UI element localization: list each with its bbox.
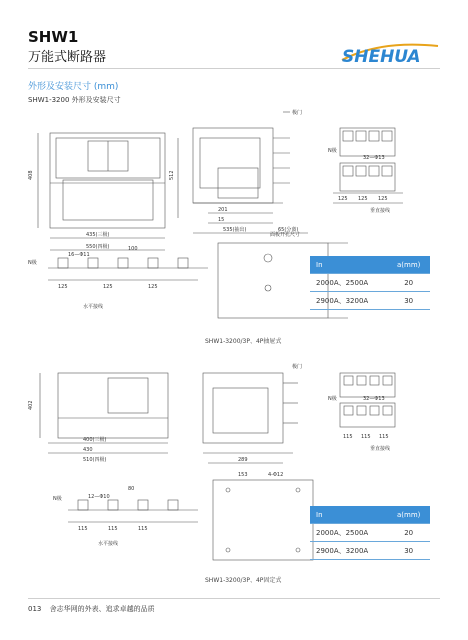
svg-text:115: 115 (108, 526, 118, 532)
drawing-caption: SHW1-3200 外形及安装尺寸 (28, 96, 121, 104)
svg-text:125: 125 (58, 284, 68, 290)
side-view-body (193, 128, 273, 203)
svg-text:4-Φ12: 4-Φ12 (268, 472, 284, 478)
footer-divider (28, 598, 440, 599)
svg-text:N极: N极 (53, 496, 62, 502)
svg-text:125: 125 (378, 196, 388, 202)
rating-table-bottom: In a(mm) 2000A、2500A 20 2900A、3200A 30 (310, 506, 430, 560)
drawing-fixed-views (28, 358, 440, 468)
footer-slogan: 舍志华网的外表、追求卓越的品质 (49, 605, 155, 613)
svg-text:435(三极): 435(三极) (86, 232, 110, 238)
figure-caption-drawout: SHW1-3200/3P、4P抽屉式 (205, 338, 282, 345)
section-title: 外形及安装尺寸 (mm) (28, 82, 119, 92)
svg-text:125: 125 (358, 196, 368, 202)
figure-caption-fixed: SHW1-3200/3P、4P固定式 (205, 577, 282, 584)
svg-text:115: 115 (138, 526, 148, 532)
svg-text:550(四极): 550(四极) (86, 244, 110, 250)
svg-text:N极: N极 (28, 260, 37, 266)
svg-text:125: 125 (338, 196, 348, 202)
svg-text:408: 408 (28, 170, 34, 180)
front-view-body (50, 133, 165, 228)
svg-text:400(三极): 400(三极) (83, 437, 107, 443)
svg-text:水平接线: 水平接线 (98, 541, 119, 547)
svg-text:535(抽出): 535(抽出) (223, 227, 247, 233)
svg-text:垂直接线: 垂直接线 (370, 208, 391, 214)
svg-text:16—Φ11: 16—Φ11 (68, 252, 90, 258)
terminal-block-top (340, 128, 395, 156)
svg-text:153: 153 (238, 472, 248, 478)
svg-text:125: 125 (103, 284, 113, 290)
rating-table-top: In a(mm) 2000A、2500A 20 2900A、3200A 30 (310, 256, 430, 310)
product-name: 万能式断路器 (28, 50, 107, 65)
svg-text:512: 512 (169, 170, 175, 180)
brand-wordmark: SHEHUA (342, 47, 421, 66)
svg-text:面板开孔尺寸: 面板开孔尺寸 (270, 232, 301, 238)
svg-text:12—Φ10: 12—Φ10 (88, 494, 110, 500)
fixed-front-body (58, 373, 168, 438)
header-divider (28, 68, 440, 69)
svg-text:N极: N极 (328, 148, 337, 154)
page-model-title: SHW1 (28, 28, 79, 46)
footer (28, 604, 155, 614)
svg-text:430: 430 (83, 447, 93, 453)
svg-text:水平接线: 水平接线 (83, 304, 104, 310)
svg-text:N极: N极 (328, 396, 337, 402)
svg-text:100: 100 (128, 246, 138, 252)
svg-text:125: 125 (148, 284, 158, 290)
svg-text:垂直接线: 垂直接线 (370, 446, 391, 452)
svg-text:15: 15 (218, 217, 225, 223)
svg-text:115: 115 (361, 434, 371, 440)
svg-text:极门: 极门 (292, 110, 303, 116)
svg-text:极门: 极门 (292, 364, 303, 370)
svg-text:115: 115 (343, 434, 353, 440)
page-number: 013 (28, 605, 42, 613)
svg-text:32—Φ13: 32—Φ13 (363, 155, 385, 161)
svg-text:65(分离): 65(分离) (278, 227, 299, 233)
brand-logo (340, 36, 440, 66)
svg-text:115: 115 (78, 526, 88, 532)
fixed-side-body (203, 373, 283, 443)
terminal-block-bottom (340, 163, 395, 191)
svg-text:289: 289 (238, 457, 248, 463)
svg-text:115: 115 (379, 434, 389, 440)
svg-text:32—Φ13: 32—Φ13 (363, 396, 385, 402)
svg-text:402: 402 (28, 400, 34, 410)
svg-text:201: 201 (218, 207, 228, 213)
svg-text:80: 80 (128, 486, 135, 492)
svg-text:510(四极): 510(四极) (83, 457, 107, 463)
